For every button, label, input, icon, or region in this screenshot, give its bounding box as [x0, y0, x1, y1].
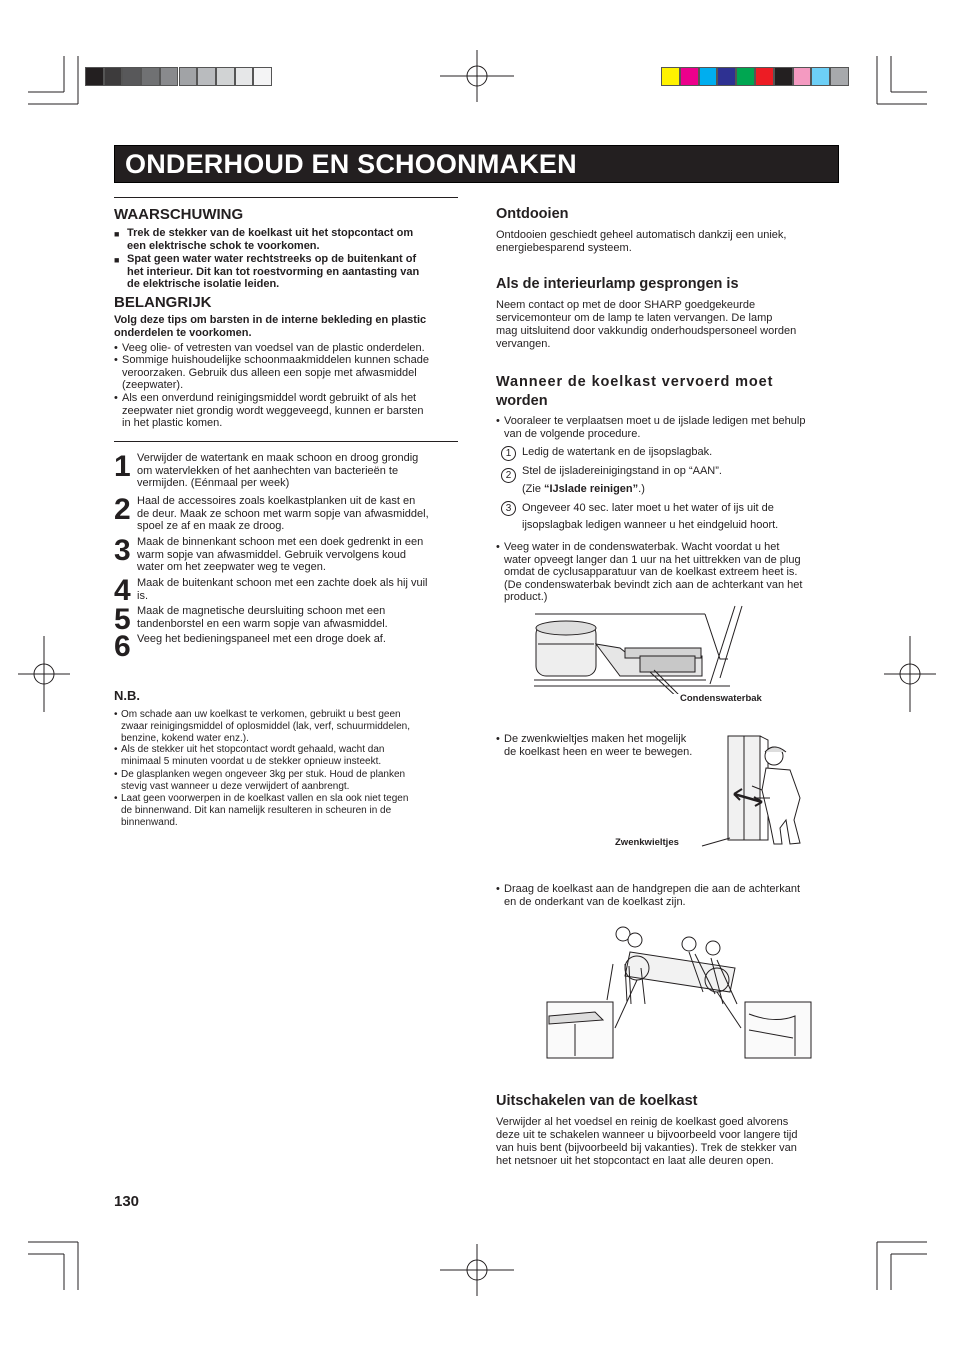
lamp-line: mag uitsluitend door vakkundig onderhoudspersoneel worden — [496, 325, 797, 337]
step-line: tandenborstel en een warm sopje van afwasmiddel. — [137, 617, 388, 630]
color-swatch — [235, 67, 254, 86]
wheels-line: de koelkast heen en weer te bewegen. — [504, 745, 693, 758]
step-number: 2 — [114, 493, 131, 526]
switchoff-line: deze uit te schakelen wanneer u bijvoorbeeld voor langere tijd — [496, 1129, 798, 1141]
step-text — [137, 605, 462, 630]
carry-line: Draag de koelkast aan de handgrepen die aan de achterkant — [504, 883, 800, 895]
step-line: Veeg het bedieningspaneel met een droge doek af. — [137, 633, 386, 645]
color-swatch — [699, 67, 718, 86]
nb-item: • De glasplanken wegen ongeveer 3kg per stuk. Houd de planken stevig vast wanneer u deze verwijdert of aanbrengt. — [114, 769, 464, 793]
substep-number: 3 — [501, 501, 516, 516]
important-intro-line: onderdelen te voorkomen. — [114, 326, 252, 339]
step-text — [137, 495, 462, 533]
color-swatch — [179, 67, 198, 86]
page-title-bar — [114, 145, 839, 183]
step-text — [137, 536, 462, 574]
switchoff-text — [496, 1116, 841, 1168]
step-line: water om het zeepwater weg te vegen. — [137, 561, 326, 574]
warning-line: het interieur. Dit kan tot roestvorming en aantasting van — [127, 265, 420, 278]
color-swatch — [661, 67, 680, 86]
water-line: product.) — [504, 591, 548, 604]
important-item: • Veeg olie- of vetresten van voedsel van de plastic onderdelen. — [114, 342, 459, 355]
nb-item: • Om schade aan uw koelkast te verkomen, gebruikt u best geen zwaar reinigingsmiddel of oplosmiddel (lak, verf, schuurmiddelen, benzine, kokend water enz.). — [114, 709, 464, 745]
water-line: omdat de cyclusapparatuur van de koelkast extreem heet is. — [504, 566, 798, 579]
substep-number: 2 — [501, 468, 516, 483]
nb-line: zwaar reinigingsmiddel of oplosmiddel (lak, verf, schuurmiddelen, — [121, 721, 411, 732]
important-line: in het plastic komen. — [122, 417, 223, 430]
carry-line: en de onderkant van de koelkast zijn. — [504, 895, 686, 908]
nb-item: • Als de stekker uit het stopcontact wordt gehaald, wacht dan minimaal 5 minuten voordat u de stekker opnieuw insteekt. — [114, 744, 464, 768]
step-number: 5 — [114, 603, 131, 636]
color-swatch — [830, 67, 849, 86]
substep-note-suffix: .) — [638, 483, 645, 495]
transport-heading — [496, 373, 841, 411]
lamp-line: Neem contact op met de door SHARP goedgekeurde — [496, 299, 756, 311]
nb-line: minimaal 5 minuten voordat u de stekker opnieuw insteekt. — [121, 756, 382, 767]
step-line: is. — [137, 589, 148, 602]
step-number: 1 — [114, 450, 131, 483]
color-swatch — [736, 67, 755, 86]
switchoff-line: het netsnoer uit het stopcontact en laat alle deuren open. — [496, 1155, 774, 1167]
lamp-heading: Als de interieurlamp gesprongen is — [496, 276, 739, 292]
water-bullet: • Veeg water in de condenswaterbak. Wacht voordat u het water opveegt langer dan 1 uur na het uittrekken van de plug omdat de cyclusapparatuur van de koelkast extreem heet is. (De condenswaterbak bevindt zich aan de achterkant van het product.) — [496, 541, 841, 604]
wheels-line: De zwenkwieltjes maken het mogelijk — [504, 733, 687, 745]
important-line: veroorzaken. Gebruik dus alleen een sopje met afwasmiddel — [122, 366, 417, 379]
section-divider — [114, 441, 458, 442]
step-text — [137, 577, 462, 602]
color-swatch — [717, 67, 736, 86]
nb-heading: N.B. — [114, 688, 140, 703]
lamp-line: vervangen. — [496, 338, 551, 350]
color-swatch — [141, 67, 160, 86]
wheels-bullet: • De zwenkwieltjes maken het mogelijk de koelkast heen en weer te bewegen. — [496, 733, 721, 758]
color-swatch — [755, 67, 774, 86]
step-number: 3 — [114, 534, 131, 567]
step-line: Maak de binnenkant schoon met een doek gedrenkt in een — [137, 536, 424, 548]
important-line: Sommige huishoudelijke schoonmaakmiddelen kunnen schade — [122, 354, 429, 366]
nb-line: benzine, kokend water enz.). — [121, 733, 249, 744]
carry-bullet: • Draag de koelkast aan de handgrepen die aan de achterkant en de onderkant van de koelkast zijn. — [496, 883, 841, 908]
nb-line: De glasplanken wegen ongeveer 3kg per stuk. Houd de planken — [121, 769, 406, 780]
substep-text: Stel de ijsladereinigingstand in op “AAN”. — [522, 465, 722, 477]
wheels-illustration — [690, 728, 820, 853]
nb-line: stevig vast wanneer u deze verwijdert of aanbrengt. — [121, 781, 350, 792]
warning-line: de elektrische isolatie leiden. — [127, 278, 280, 291]
water-line: water opveegt langer dan 1 uur na het uittrekken van de plug — [504, 553, 801, 566]
section-divider — [114, 197, 458, 198]
water-line: Veeg water in de condenswaterbak. Wacht voordat u het — [504, 541, 780, 553]
important-line: Als een onverdund reinigingsmiddel wordt gebruikt of als het — [122, 392, 417, 404]
substep-number: 1 — [501, 446, 516, 461]
transport-intro: • Vooraleer te verplaatsen moet u de ijslade ledigen met behulp van de volgende procedure. — [496, 415, 841, 440]
step-line: de deur. Maak ze schoon met warm sopje van afwasmiddel, — [137, 507, 429, 520]
color-swatch — [160, 67, 179, 86]
defrost-line: energiebesparend systeem. — [496, 242, 632, 254]
color-swatch — [122, 67, 141, 86]
condens-tray-illustration — [530, 604, 750, 694]
step-text — [137, 633, 462, 646]
nb-line: Laat geen voorwerpen in de koelkast vallen en sla ook niet tegen — [121, 793, 409, 804]
step-number: 6 — [114, 630, 131, 663]
color-swatch — [774, 67, 793, 86]
nb-line: binnenwand. — [121, 817, 178, 828]
warning-line: Spat geen water water rechtstreeks op de buitenkant of — [127, 253, 417, 265]
substep-note — [522, 483, 645, 496]
step-line: om watervlekken of het aanhechten van bacterieën te — [137, 464, 399, 477]
step-line: spoel ze af en maak ze droog. — [137, 520, 285, 533]
step-line: vermijden. (Eénmaal per week) — [137, 477, 290, 490]
substep-line: ijsopslagbak ledigen wanneer u het eindgeluid hoort. — [522, 519, 779, 531]
important-intro-line: Volg deze tips om barsten in de interne bekleding en plastic — [114, 314, 427, 326]
substep-note-prefix: (Zie — [522, 483, 544, 495]
warning-item: ■ Spat geen water water rechtstreeks op de buitenkant of het interieur. Dit kan tot roestvorming en aantasting van de elektrische isolatie leiden. — [114, 253, 459, 291]
transport-heading-line: Wanneer de koelkast vervoerd moet — [496, 374, 774, 390]
color-swatch — [253, 67, 272, 86]
transport-intro-line: van de volgende procedure. — [504, 427, 641, 440]
switchoff-heading: Uitschakelen van de koelkast — [496, 1093, 698, 1109]
warning-line: Trek de stekker van de koelkast uit het stopcontact om — [127, 227, 414, 239]
substep-text — [522, 500, 778, 534]
color-swatch — [680, 67, 699, 86]
important-intro — [114, 314, 459, 339]
important-heading: BELANGRIJK — [114, 294, 212, 311]
nb-line: Om schade aan uw koelkast te verkomen, gebruikt u best geen — [121, 709, 401, 720]
color-swatch — [104, 67, 123, 86]
nb-line: de binnenwand. Dit kan namelijk resulteren in scheuren in de — [121, 805, 392, 816]
color-swatch — [793, 67, 812, 86]
important-line: (zeepwater). — [122, 379, 184, 392]
defrost-heading: Ontdooien — [496, 206, 569, 222]
important-item: • Sommige huishoudelijke schoonmaakmiddelen kunnen schade veroorzaken. Gebruik dus alleen een sopje met afwasmiddel (zeepwater). — [114, 354, 459, 392]
step-number: 4 — [114, 574, 131, 607]
wheels-label: Zwenkwieltjes — [615, 837, 679, 848]
transport-intro-line: Vooraleer te verplaatsen moet u de ijslade ledigen met behulp — [504, 415, 806, 427]
water-line: (De condenswaterbak bevindt zich aan de achterkant van het — [504, 578, 803, 591]
substep-line: Ongeveer 40 sec. later moet u het water of ijs uit de — [522, 502, 774, 514]
step-line: warm sopje van afwasmiddel. Gebruik vervolgens koud — [137, 548, 407, 561]
color-swatch — [811, 67, 830, 86]
substep-note-link: “IJslade reinigen” — [544, 483, 639, 495]
important-line: zeepwater niet grondig wordt weggeveegd, kunnen er barsten — [122, 404, 424, 417]
step-line: Maak de buitenkant schoon met een zachte doek als hij vuil — [137, 577, 428, 589]
switchoff-line: van huis bent (bijvoorbeeld bij vakanties). Trek de stekker van — [496, 1142, 797, 1154]
defrost-line: Ontdooien geschiedt geheel automatisch dankzij een uniek, — [496, 229, 787, 241]
warning-line: een elektrische schok te voorkomen. — [127, 239, 320, 252]
switchoff-line: Verwijder al het voedsel en reinig de koelkast goed alvorens — [496, 1116, 789, 1128]
step-line: Maak de magnetische deursluiting schoon met een — [137, 605, 386, 617]
page-number: 130 — [114, 1193, 140, 1210]
transport-heading-line: worden — [496, 393, 548, 409]
nb-item: • Laat geen voorwerpen in de koelkast vallen en sla ook niet tegen de binnenwand. Dit kan namelijk resulteren in scheuren in de binnenwand. — [114, 793, 464, 829]
important-item: • Als een onverdund reinigingsmiddel wordt gebruikt of als het zeepwater niet grondig wordt weggeveegd, kunnen er barsten in het plastic komen. — [114, 392, 459, 430]
step-line: Verwijder de watertank en maak schoon en droog grondig — [137, 452, 419, 464]
color-swatch — [216, 67, 235, 86]
page-title: ONDERHOUD EN SCHOONMAKEN — [125, 149, 577, 179]
carry-illustration — [545, 920, 815, 1060]
warning-heading: WAARSCHUWING — [114, 206, 244, 223]
lamp-text — [496, 299, 846, 351]
substep-text: Ledig de watertank en de ijsopslagbak. — [522, 446, 713, 458]
important-line: Veeg olie- of vetresten van voedsel van de plastic onderdelen. — [122, 342, 425, 354]
nb-line: Als de stekker uit het stopcontact wordt gehaald, wacht dan — [121, 744, 385, 755]
color-swatch — [85, 67, 104, 86]
step-line: Haal de accessoires zoals koelkastplanken uit de kast en — [137, 495, 416, 507]
step-text — [137, 452, 462, 490]
color-swatch — [197, 67, 216, 86]
lamp-line: servicemonteur om de lamp te laten vervangen. De lamp — [496, 312, 773, 324]
defrost-text — [496, 229, 846, 255]
condens-label: Condenswaterbak — [680, 693, 762, 704]
warning-item: ■ Trek de stekker van de koelkast uit het stopcontact om een elektrische schok te voorkomen. — [114, 227, 459, 252]
